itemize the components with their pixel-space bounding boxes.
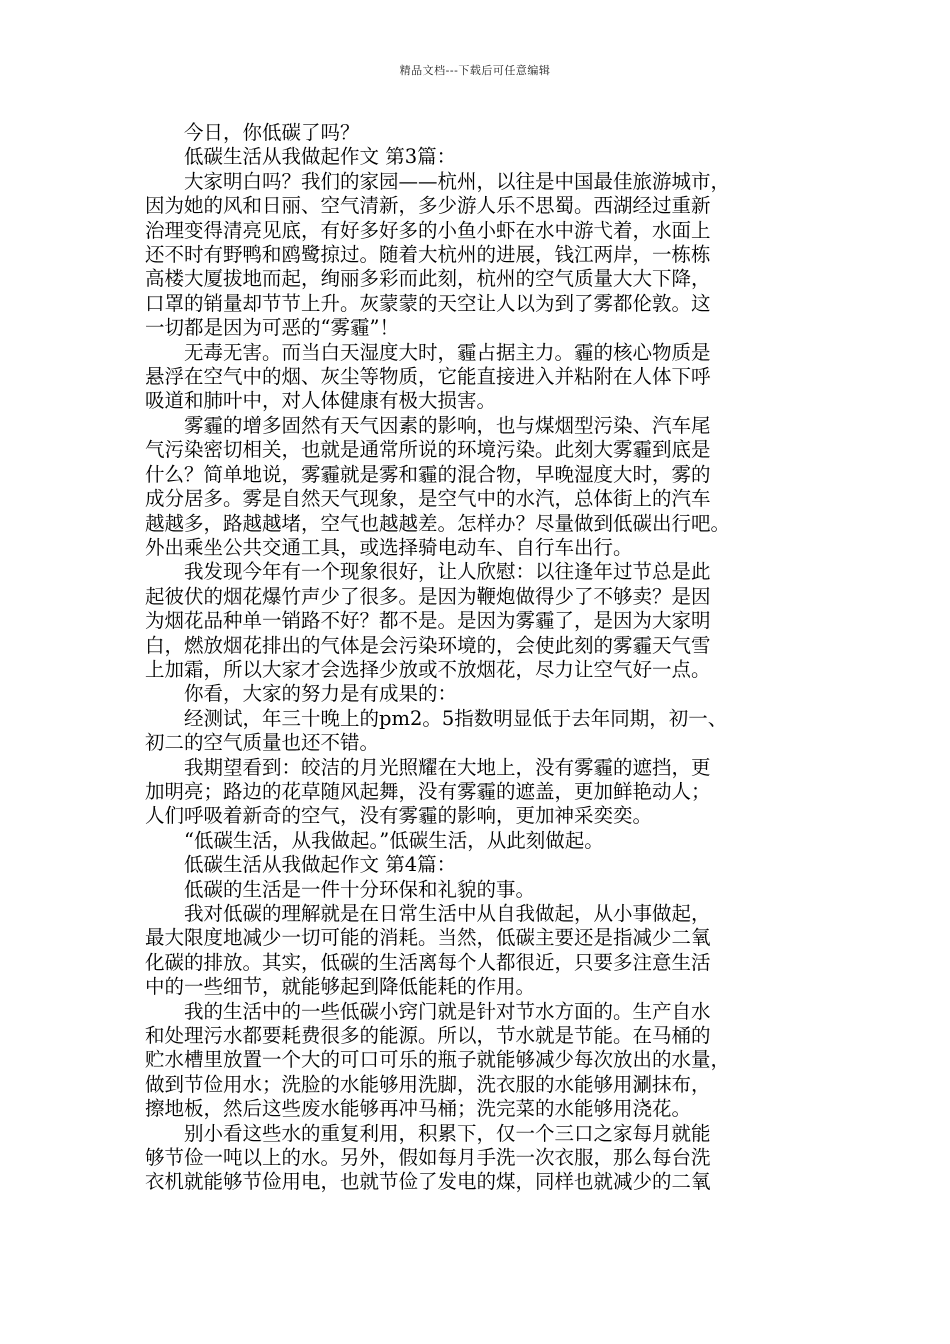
text-line: 加明亮；路边的花草随风起舞，没有雾霾的遮盖，更加鲜艳动人； (145, 779, 711, 803)
text-line: 低碳的生活是一件十分环保和礼貌的事。 (184, 877, 536, 901)
text-line: “低碳生活，从我做起。”低碳生活，从此刻做起。 (184, 828, 604, 852)
text-line: 化碳的排放。其实，低碳的生活离每个人都很近，只要多注意生活 (145, 950, 711, 974)
paragraph (145, 878, 830, 902)
text-line: 我发现今年有一个现象很好，让人欣慰：以往逢年过节总是此 (184, 560, 711, 584)
text-line: 你看，大家的努力是有成果的： (184, 682, 458, 706)
paragraph (145, 170, 830, 341)
paragraph (145, 560, 830, 682)
text-line: 越越多，路越越堵，空气也越越差。怎样办？尽量做到低碳出行吧。 (145, 511, 731, 535)
paragraph (145, 1122, 830, 1195)
text-line: 衣机就能够节俭用电，也就节俭了发电的煤，同样也就减少的二氧 (145, 1170, 711, 1194)
text-line: 白，燃放烟花排出的气体是会污染环境的，会使此刻的雾霾天气雪 (145, 633, 711, 657)
text-line: 因为她的风和日丽、空气清新，多少游人乐不思蜀。西湖经过重新 (145, 194, 711, 218)
text-line: 我的生活中的一些低碳小窍门就是针对节水方面的。生产自水 (184, 999, 711, 1023)
text-line: 经测试，年三十晚上的pm2。5指数明显低于去年同期，初一、 (184, 706, 728, 730)
text-line: 治理变得清亮见底，有好多好多的小鱼小虾在水中游弋着，水面上 (145, 218, 711, 242)
text-line: 什么？简单地说，雾霾就是雾和霾的混合物，早晚湿度大时，雾的 (145, 462, 711, 486)
text-line: 我期望看到：皎洁的月光照耀在大地上，没有雾霾的遮挡，更 (184, 755, 711, 779)
text-line: 外出乘坐公共交通工具，或选择骑电动车、自行车出行。 (145, 535, 633, 559)
paragraph (145, 682, 830, 706)
text-line: 气污染密切相关，也就是通常所说的环境污染。此刻大雾霾到底是 (145, 438, 711, 462)
text-line: 悬浮在空气中的烟、灰尘等物质，它能直接进入并粘附在人体下呼 (145, 365, 711, 389)
text-line: 为烟花品种单一销路不好？都不是。是因为雾霾了，是因为大家明 (145, 609, 711, 633)
paragraph (145, 1000, 830, 1122)
text-line: 大家明白吗？我们的家园——杭州，以往是中国最佳旅游城市， (184, 169, 731, 193)
paragraph (145, 829, 830, 853)
text-line: 口罩的销量却节节上升。灰蒙蒙的天空让人以为到了雾都伦敦。这 (145, 291, 711, 315)
paragraph (145, 756, 830, 829)
text-line: 最大限度地减少一切可能的消耗。当然，低碳主要还是指减少二氧 (145, 926, 711, 950)
text-line: 上加霜，所以大家才会选择少放或不放烟花，尽力让空气好一点。 (145, 657, 711, 681)
document-body (145, 121, 830, 1195)
paragraph (145, 902, 830, 1000)
text-line: 低碳生活从我做起作文 第3篇： (184, 145, 457, 169)
text-line: 雾霾的增多固然有天气因素的影响，也与煤烟型污染、汽车尾 (184, 413, 711, 437)
text-line: 初二的空气质量也还不错。 (145, 731, 380, 755)
text-line: 别小看这些水的重复利用，积累下，仅一个三口之家每月就能 (184, 1121, 711, 1145)
text-line: 擦地板，然后这些废水能够再冲马桶；洗完菜的水能够用浇花。 (145, 1097, 692, 1121)
text-line: 做到节俭用水；洗脸的水能够用洗脚，洗衣服的水能够用涮抹布， (145, 1072, 711, 1096)
text-line: 无毒无害。而当白天湿度大时，霾占据主力。霾的核心物质是 (184, 340, 711, 364)
paragraph (145, 707, 830, 756)
text-line: 还不时有野鸭和鸥鹭掠过。随着大杭州的进展，钱江两岸，一栋栋 (145, 243, 711, 267)
page-header: 精品文档---下载后可任意编辑 (399, 64, 551, 77)
text-line: 成分居多。雾是自然天气现象，是空气中的水汽，总体街上的汽车 (145, 487, 711, 511)
text-line: 低碳生活从我做起作文 第4篇： (184, 853, 457, 877)
paragraph (145, 341, 830, 414)
text-line: 贮水槽里放置一个大的可口可乐的瓶子就能够减少每次放出的水量， (145, 1048, 731, 1072)
text-line: 一切都是因为可恶的“雾霾”！ (145, 316, 399, 340)
text-line: 和处理污水都要耗费很多的能源。所以，节水就是节能。在马桶的 (145, 1024, 711, 1048)
text-line: 高楼大厦拔地而起，绚丽多彩而此刻，杭州的空气质量大大下降， (145, 267, 711, 291)
text-line: 起彼伏的烟花爆竹声少了很多。是因为鞭炮做得少了不够卖？是因 (145, 584, 711, 608)
paragraph (145, 145, 830, 169)
text-line: 人们呼吸着新奇的空气，没有雾霾的影响，更加神采奕奕。 (145, 804, 653, 828)
paragraph (145, 414, 830, 560)
paragraph (145, 853, 830, 877)
text-line: 今日，你低碳了吗？ (184, 121, 360, 144)
paragraph (145, 121, 830, 145)
text-line: 吸道和肺叶中，对人体健康有极大损害。 (145, 389, 497, 413)
text-line: 我对低碳的理解就是在日常生活中从自我做起，从小事做起， (184, 902, 711, 925)
text-line: 够节俭一吨以上的水。另外，假如每月手洗一次衣服，那么每台洗 (145, 1146, 711, 1170)
text-line: 中的一些细节，就能够起到降低能耗的作用。 (145, 975, 536, 999)
